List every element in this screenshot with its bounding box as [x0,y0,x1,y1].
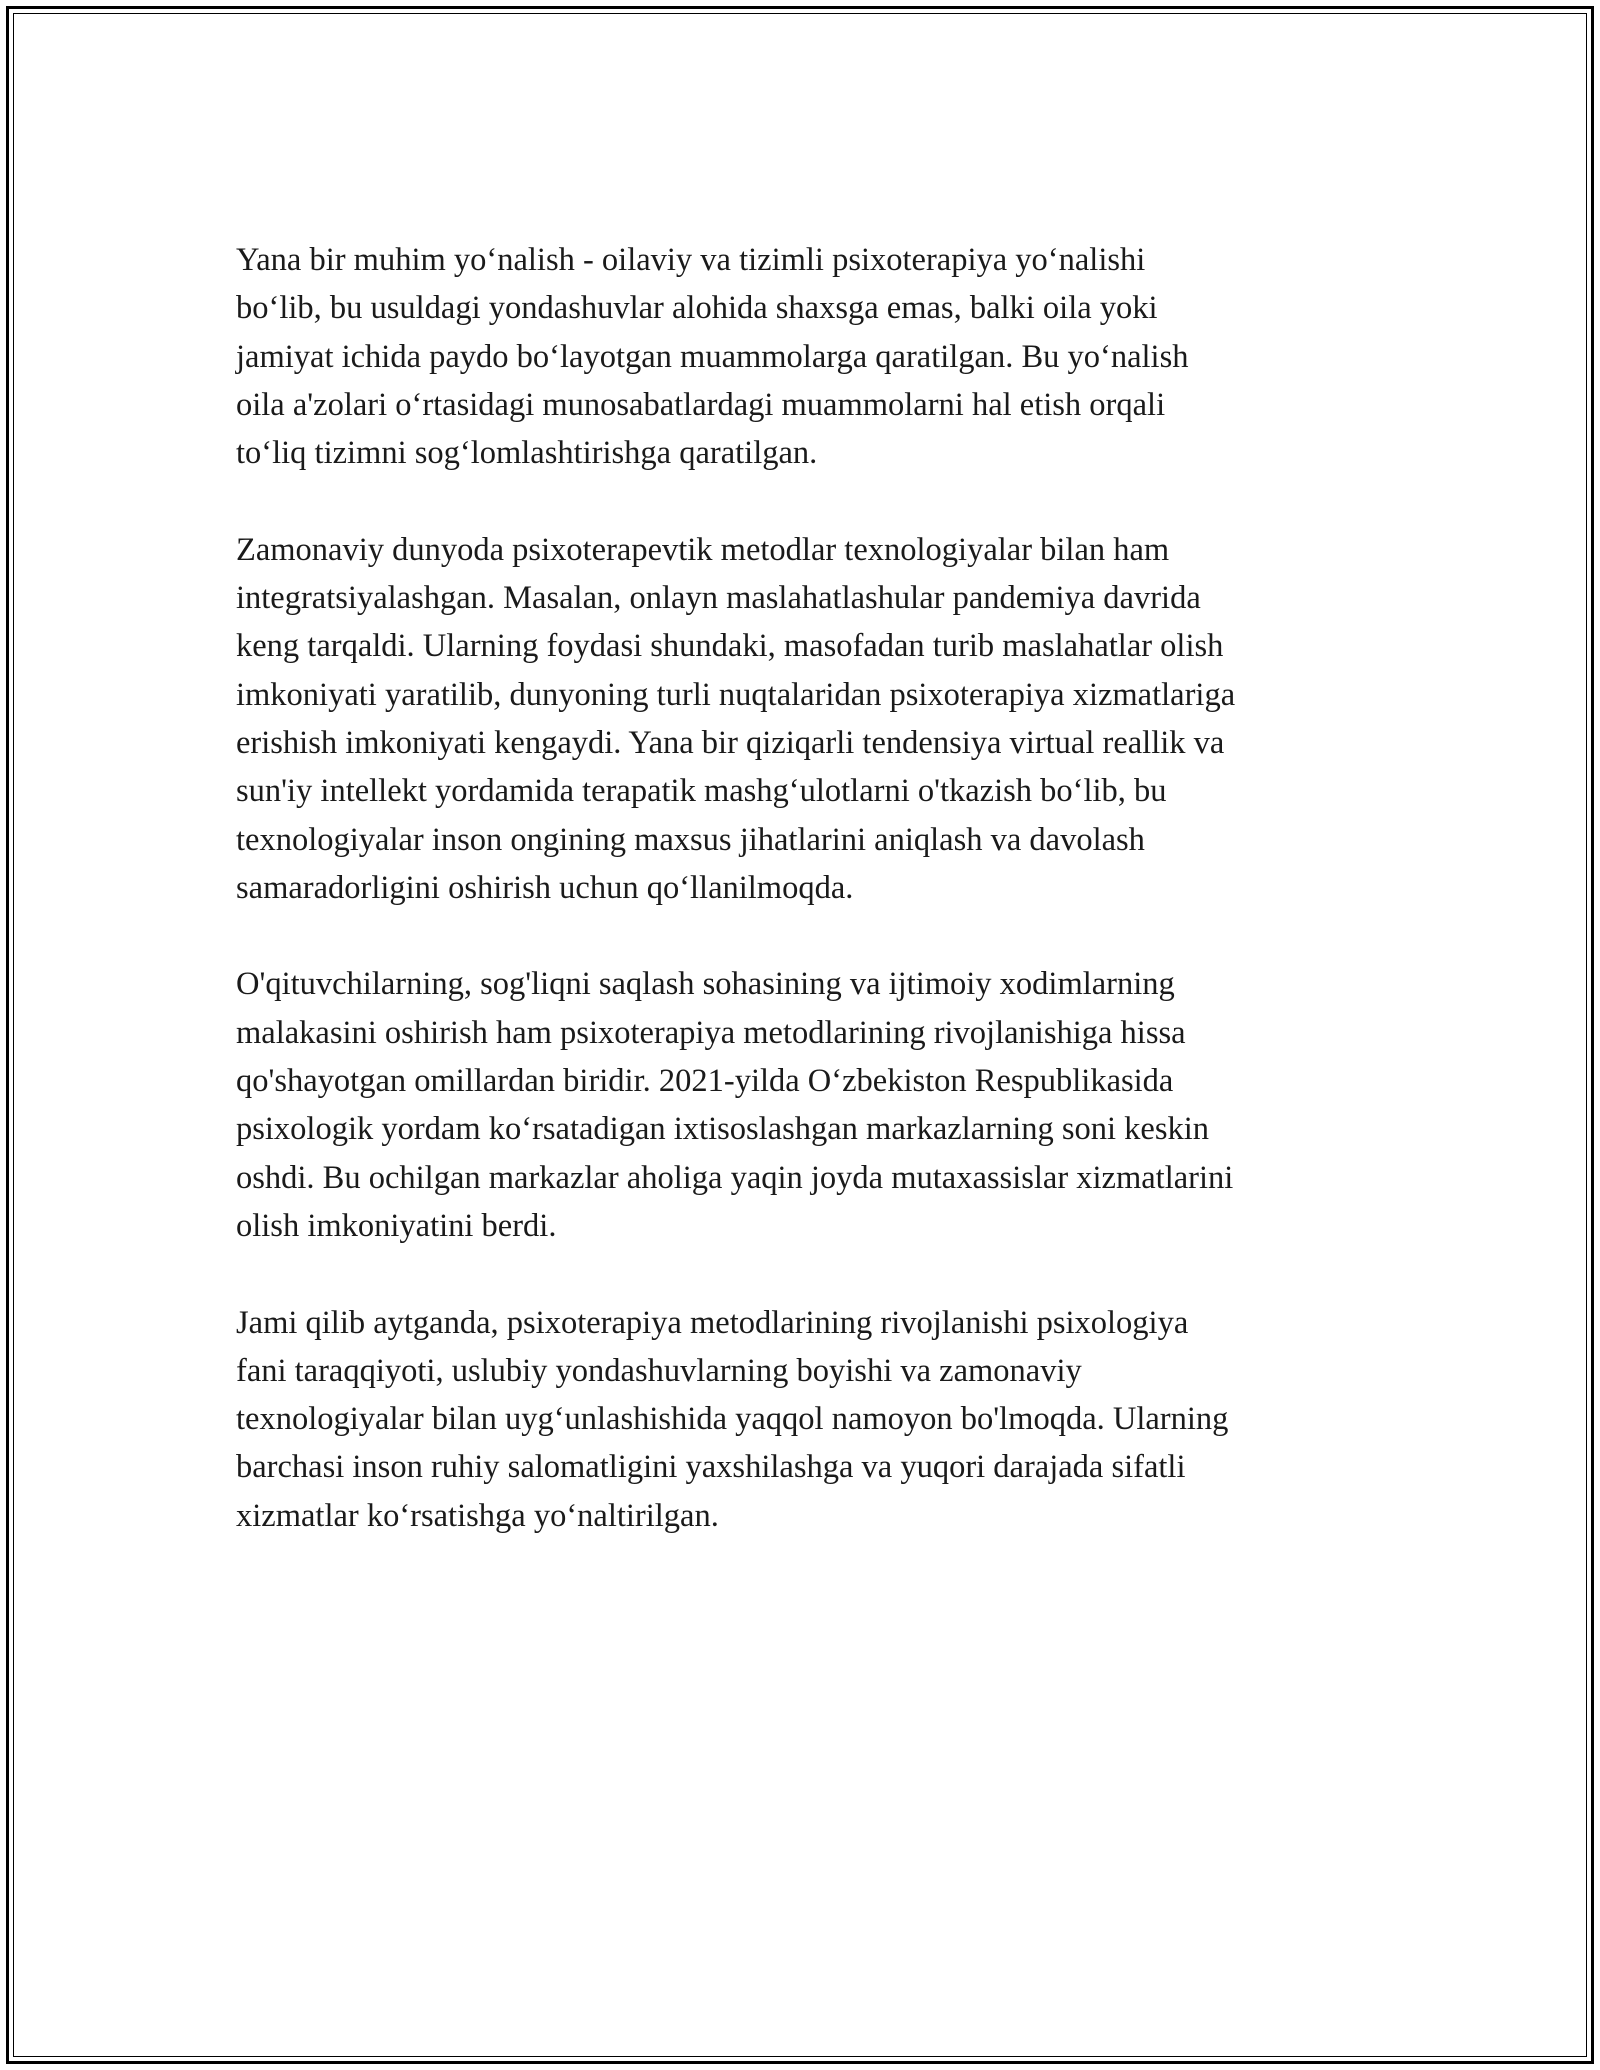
text-line: olish imkoniyatini berdi. [236,1207,557,1244]
paragraph-3 [236,960,1396,1250]
text-line: fani taraqqiyoti, uslubiy yondashuvlarning boyishi va zamonaviy [236,1352,1082,1389]
paragraph-1 [236,236,1396,477]
text-line: oila a'zolari oʻrtasidagi munosabatlardagi muammolarni hal etish orqali [236,386,1166,423]
text-line: oshdi. Bu ochilgan markazlar aholiga yaqin joyda mutaxassislar xizmatlarini [236,1159,1234,1196]
text-line: imkoniyati yaratilib, dunyoning turli nuqtalaridan psixoterapiya xizmatlariga [236,676,1236,713]
text-line: keng tarqaldi. Ularning foydasi shundaki, masofadan turib maslahatlar olish [236,628,1224,665]
text-line: xizmatlar koʻrsatishga yoʻnaltirilgan. [236,1497,719,1534]
text-line: malakasini oshirish ham psixoterapiya metodlarining rivojlanishiga hissa [236,1014,1186,1051]
paragraph-4 [236,1299,1396,1540]
text-line: texnologiyalar bilan uygʻunlashishida yaqqol namoyon bo'lmoqda. Ularning [236,1401,1229,1438]
text-line: texnologiyalar inson ongining maxsus jihatlarini aniqlash va davolash [236,821,1145,858]
paragraph-2 [236,526,1396,912]
text-line: qo'shayotgan omillardan biridir. 2021-yilda Oʻzbekiston Respublikasida [236,1063,1174,1100]
text-line: samaradorligini oshirish uchun qoʻllanilmoqda. [236,869,854,906]
text-line: toʻliq tizimni sogʻlomlashtirishga qaratilgan. [236,435,818,472]
document-body [236,236,1396,1588]
text-line: barchasi inson ruhiy salomatligini yaxshilashga va yuqori darajada sifatli [236,1449,1186,1486]
text-line: jamiyat ichida paydo boʻlayotgan muammolarga qaratilgan. Bu yoʻnalish [236,338,1189,375]
text-line: psixologik yordam koʻrsatadigan ixtisoslashgan markazlarning soni keskin [236,1111,1210,1148]
text-line: Yana bir muhim yoʻnalish - oilaviy va tizimli psixoterapiya yoʻnalishi [236,242,1146,278]
text-line: boʻlib, bu usuldagi yondashuvlar alohida shaxsga emas, balki oila yoki [236,290,1158,327]
text-line: O'qituvchilarning, sog'liqni saqlash sohasining va ijtimoiy xodimlarning [236,966,1175,1003]
text-line: integratsiyalashgan. Masalan, onlayn maslahatlashular pandemiya davrida [236,580,1201,617]
text-line: Zamonaviy dunyoda psixoterapevtik metodlar texnologiyalar bilan ham [236,531,1170,568]
text-line: sun'iy intellekt yordamida terapatik mashgʻulotlarni o'tkazish boʻlib, bu [236,773,1167,810]
text-line: erishish imkoniyati kengaydi. Yana bir qiziqarli tendensiya virtual reallik va [236,724,1225,761]
text-line: Jami qilib aytganda, psixoterapiya metodlarining rivojlanishi psixologiya [236,1304,1189,1341]
